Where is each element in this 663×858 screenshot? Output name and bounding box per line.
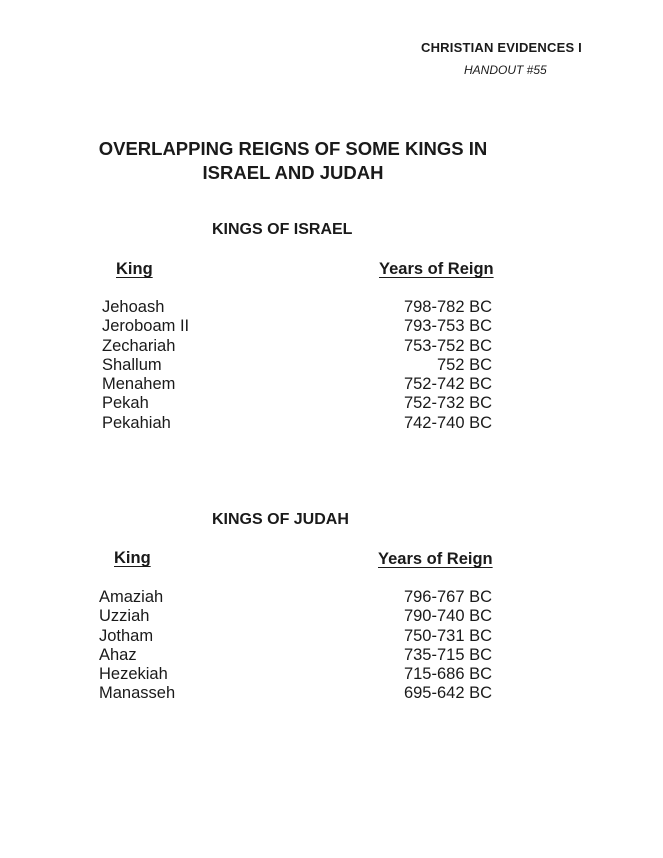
reign-years: 752-742 BC <box>403 375 492 394</box>
reign-years: 793-753 BC <box>403 317 492 336</box>
king-name: Menahem <box>102 375 176 394</box>
king-name: Jehoash <box>102 298 165 316</box>
king-name: Zechariah <box>102 336 176 355</box>
reign-years: 715-686 BC <box>403 665 492 684</box>
title-line: OVERLAPPING REIGNS OF SOME KINGS IN <box>98 138 488 159</box>
judah-years-column-header: Years of Reign <box>378 550 493 568</box>
title-line: ISRAEL AND JUDAH <box>202 162 384 183</box>
king-name: Hezekiah <box>99 665 168 684</box>
handout-number: HANDOUT #55 <box>464 63 547 77</box>
israel-years-column-header: Years of Reign <box>379 260 494 278</box>
israel-section-heading: KINGS OF ISRAEL <box>212 221 353 238</box>
course-name: CHRISTIAN EVIDENCES I <box>421 40 582 55</box>
reign-years: 753-752 BC <box>403 336 492 355</box>
judah-king-column-header: King <box>114 549 151 567</box>
judah-king-list <box>99 588 299 704</box>
king-name: Jeroboam II <box>102 317 190 336</box>
judah-section-heading: KINGS OF JUDAH <box>212 511 349 528</box>
reign-years: 750-731 BC <box>403 626 492 645</box>
page-title <box>86 137 500 185</box>
israel-years-list <box>380 298 492 433</box>
judah-years-list <box>380 588 492 704</box>
king-name: Pekahiah <box>102 413 171 432</box>
king-name: Manasseh <box>99 684 176 703</box>
reign-years: 735-715 BC <box>403 645 492 664</box>
reign-years: 695-642 BC <box>403 684 492 703</box>
israel-king-column-header: King <box>116 260 153 278</box>
reign-years: 798-782 BC <box>403 298 492 316</box>
king-name: Shallum <box>102 355 162 374</box>
reign-years: 752-732 BC <box>403 394 492 413</box>
king-name: Amaziah <box>99 588 164 606</box>
reign-years: 742-740 BC <box>403 413 492 432</box>
king-name: Ahaz <box>99 645 137 664</box>
reign-years: 796-767 BC <box>403 588 492 606</box>
king-name: Jotham <box>99 626 154 645</box>
king-name: Pekah <box>102 394 149 413</box>
reign-years: 752 BC <box>436 355 492 374</box>
reign-years: 790-740 BC <box>403 607 492 626</box>
king-name: Uzziah <box>99 607 150 626</box>
israel-king-list <box>102 298 302 433</box>
